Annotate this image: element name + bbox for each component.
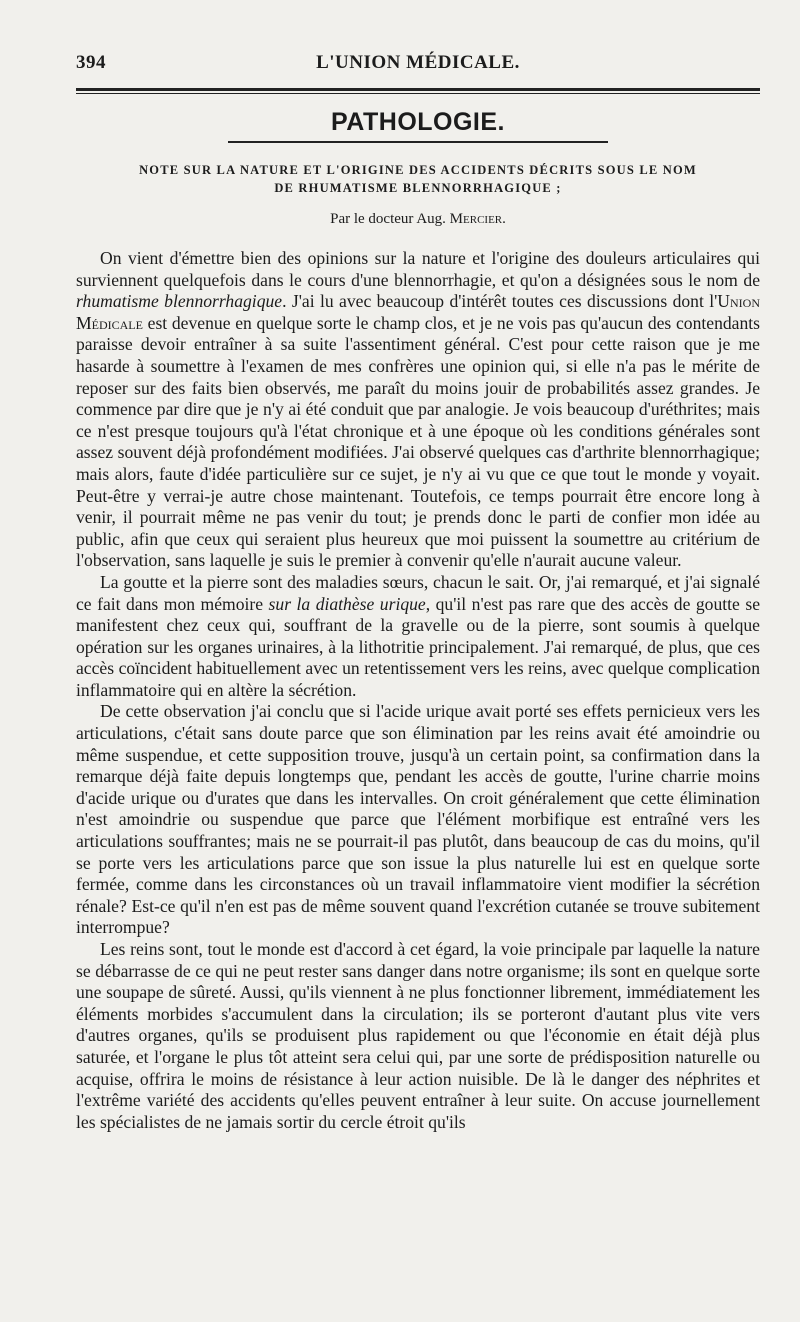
byline <box>76 211 760 228</box>
paragraph-2-italic: sur la diathèse urique <box>268 593 426 614</box>
paragraph-1-journal-name: Union Médicale <box>76 291 760 333</box>
author-name: Mercier. <box>449 211 506 227</box>
article-title-line-2: DE RHUMATISME BLENNORRHAGIQUE ; <box>274 181 562 195</box>
paragraph-1-italic: rhumatisme blennorrhagique <box>76 291 283 312</box>
paragraph-1-text-b: . J'ai lu avec beaucoup d'intérêt toutes ces discussions dont l' <box>282 291 718 312</box>
article-body <box>76 248 760 1133</box>
journal-title: L'UNION MÉDICALE. <box>316 52 520 73</box>
paragraph-3: De cette observation j'ai conclu que si l'acide urique avait porté ses effets pernicieux vers les articulations, c'était sans doute parce que son élimination par les reins avait été amoindrie ou même suspendue, et cette supposition trouve, jusqu'à un certain point, sa confirmation dans la remarque déjà faite depuis longtemps que, pendant les accès de goutte, l'urine charrie moins d'acide urique ou d'urates que dans les intervalles. On croit généralement que cette élimination n'est amoindrie ou suspendue que parce que l'élément morbifique est entraîné vers les articulations souffrantes; mais ne se pourrait-il pas plutôt, dans beaucoup de cas du moins, qu'il se porte vers les articulations parce que son issue la plus naturelle lui est en quelque sorte fermée, comme dans les circonstances où un travail inflammatoire vient modifier la sécrétion rénale? Est-ce qu'il n'en est pas de même souvent quand l'excrétion cutanée se trouve subitement interrompue? <box>76 701 760 938</box>
paragraph-1 <box>76 248 760 572</box>
section-title: PATHOLOGIE. <box>330 108 506 136</box>
article-title-line-1: NOTE SUR LA NATURE ET L'ORIGINE DES ACCIDENTS DÉCRITS SOUS LE NOM <box>139 163 697 177</box>
article-title <box>76 161 760 197</box>
paragraph-2-text-b: , qu'il n'est pas rare que des accès de goutte se manifestent chez ceux qui, souffrant de la gravelle ou de la pierre, sont soumis à quelque opération sur les organes urinaires, à la lithotritie principalement. J'ai remarqué, de plus, que ces accès coïncident habituellement avec un retentissement vers les reins, avec quelque complication inflammatoire qui en altère la sécrétion. <box>76 593 760 700</box>
paragraph-2 <box>76 572 760 702</box>
section-title-rule <box>228 141 608 143</box>
byline-prefix: Par le docteur Aug. <box>330 211 450 227</box>
paragraph-1-text-a: On vient d'émettre bien des opinions sur la nature et l'origine des douleurs articulaires qui surviennent quelquefois dans le cours d'une blennorrhagie, et qu'on a désignées sous le nom de <box>76 248 760 290</box>
header-rule <box>76 88 760 94</box>
paragraph-1-text-c: est devenue en quelque sorte le champ clos, et je ne vois pas qu'aucun des contendants paraisse devoir entraîner à sa suite l'assentiment général. C'est pour cette raison que je me hasarde à soumettre à l'examen de mes confrères une opinion qui, si elle n'a pas le mérite de reposer sur des faits bien observés, me paraît du moins jouir de probabilités assez grandes. Je commence par dire que je n'y ai été conduit que par analogie. Je vois beaucoup d'uréthrites; mais ce n'est presque toujours qu'à l'état chronique et à une époque où les conditions générales sont assez souvent déjà profondément modifiées. J'ai observé quelques cas d'arthrite blennorrhagique; mais alors, faute d'idée particulière sur ce sujet, je n'y ai vu que ce que tout le monde y voyait. Peut-être y verrai-je autre chose maintenant. Toutefois, ce temps pourrait être encore long à venir, il pourrait même ne pas venir du tout; je prends donc le parti de confier mon idée au public, afin que ceux qui seraient plus heureux que moi puissent la soumettre au critérium de l'observation, sans laquelle je suis le premier à convenir qu'elle n'aurait aucune valeur. <box>76 312 760 571</box>
page-number: 394 <box>76 52 106 73</box>
paragraph-2-text-a: La goutte et la pierre sont des maladies sœurs, chacun le sait. Or, j'ai remarqué, et j'ai signalé ce fait dans mon mémoire <box>76 571 760 614</box>
running-head <box>76 52 760 86</box>
paragraph-4: Les reins sont, tout le monde est d'accord à cet égard, la voie principale par laquelle la nature se débarrasse de ce qui ne peut rester sans danger dans notre organisme; ils sont en quelque sorte une soupape de sûreté. Aussi, qu'ils viennent à ne plus fonctionner librement, immédiatement les éléments morbides s'accumulent dans la circulation; ils se porteront d'autant plus vite vers d'autres organes, qu'ils se produisent plus rapidement ou que l'économie en était déjà plus saturée, et l'organe le plus tôt atteint sera celui qui, par une sorte de prédisposition naturelle ou acquise, offrira le moins de résistance à leur action nuisible. De là le danger des néphrites et l'extrême variété des accidents qu'elles peuvent entraîner à leur suite. On accuse journellement les spécialistes de ne jamais sortir du cercle étroit qu'ils <box>76 939 760 1132</box>
